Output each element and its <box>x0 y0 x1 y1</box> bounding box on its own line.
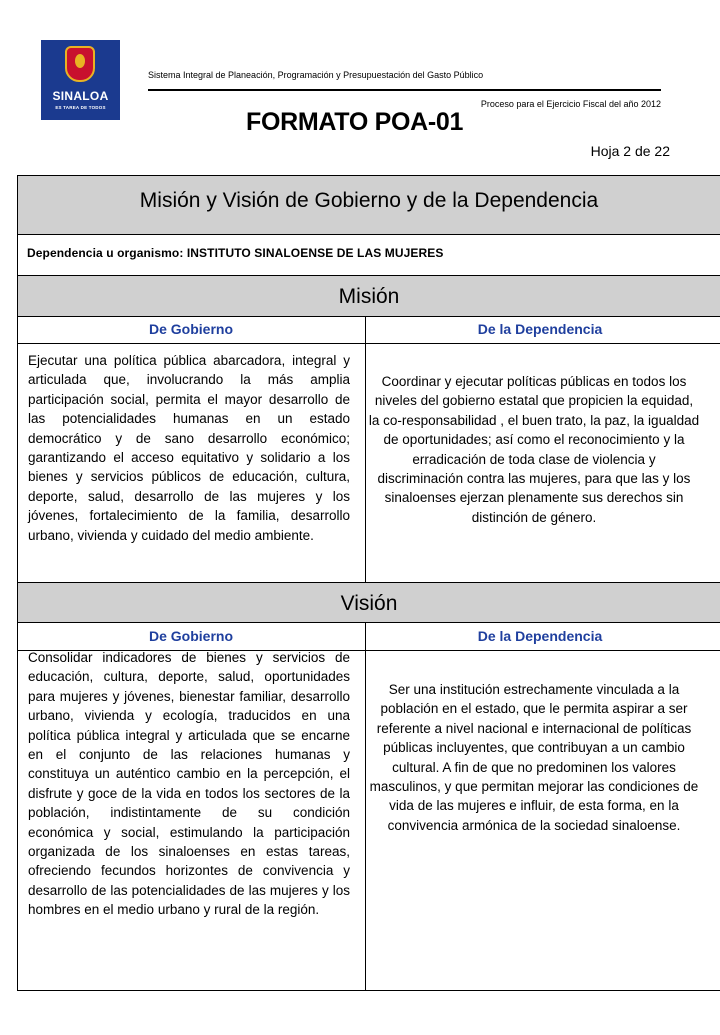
vision-gov-text: Consolidar indicadores de bienes y servicios de educación, cultura, deporte, salud, oportunidades para mujeres y jóvenes, bienestar familiar, desarrollo urbano, vivienda y ecología, traducidos en una política pública integral y articulada que se encarne en el conjunto de las relaciones humanas y constituya un auténtico cambio en la percepción, el disfrute y goce de la vida en todos los sectores de la población, indistintamente de su condición económica y social, estimulando la participación organizada de los sinaloenses en estas tareas, ofreciendo fecundos horizontes de convivencia y desarrollo de las potencialidades de las mujeres y los hombres en el medio urbano y rural de la región. <box>28 650 350 918</box>
mision-column-divider <box>365 317 366 582</box>
vision-col-gov-header: De Gobierno <box>148 628 233 644</box>
logo-brand: SINALOA <box>52 89 109 103</box>
section-title: Misión y Visión de Gobierno y de la Dependencia <box>17 175 720 235</box>
header-divider <box>148 89 661 91</box>
mision-header-divider <box>17 343 720 344</box>
dependency-label: Dependencia u organismo: INSTITUTO SINALOENSE DE LAS MUJERES <box>27 246 444 260</box>
sheet-number: Hoja 2 de 22 <box>590 143 670 159</box>
vision-column-divider <box>365 623 366 991</box>
fiscal-process: Proceso para el Ejercicio Fiscal del año 2012 <box>480 99 661 109</box>
coat-of-arms-icon <box>65 46 95 82</box>
mision-gov-text: Ejecutar una política pública abarcadora, integral y articulada que, involucrando la más amplia participación social, permita el mayor desarrollo de las potencialidades humanas en un estado democrático y de sano desarrollo económico; garantizando el acceso equitativo y solidario a los bienes y servicios públicos de educación, cultura, deporte, salud, desarrollo de las mujeres y los jóvenes, fortalecimiento de la familia, desarrollo urbano, vivienda y cuidado del medio ambiente. <box>28 353 350 543</box>
logo-slogan: ES TAREA DE TODOS <box>55 105 106 110</box>
mision-col-gov-header: De Gobierno <box>148 321 233 337</box>
system-name: Sistema Integral de Planeación, Programación y Presupuestación del Gasto Público <box>148 70 484 80</box>
mision-col-dep-header: De la Dependencia <box>477 321 603 337</box>
mision-dep-text: Coordinar y ejecutar políticas públicas en todos los niveles del gobierno estatal que propicien la equidad, la co-responsabilidad , el buen trato, la paz, la igualdad de oportunidades; así como el reconocimiento y la erradicación de toda clase de violencia y discriminación contra las mujeres, para que las y los sinaloenses ejerzan plenamente sus derechos sin distinción de género. <box>368 374 700 525</box>
vision-title: Visión <box>17 582 720 623</box>
vision-dep-text: Ser una institución estrechamente vinculada a la población en el estado, que le permita aspirar a ser referente a nivel nacional e internacional de políticas públicas incluyentes, que contribuyan a un cambio cultural. A fin de que no predominen los valores masculinos, y que permitan mejorar las condiciones de vida de las mujeres e influir, de esta forma, en la convivencia armónica de la sociedad sinaloense. <box>369 682 699 833</box>
mision-title: Misión <box>17 275 720 317</box>
sinaloa-logo <box>41 40 120 120</box>
page-title: FORMATO POA-01 <box>246 108 464 136</box>
vision-col-dep-header: De la Dependencia <box>477 628 603 644</box>
